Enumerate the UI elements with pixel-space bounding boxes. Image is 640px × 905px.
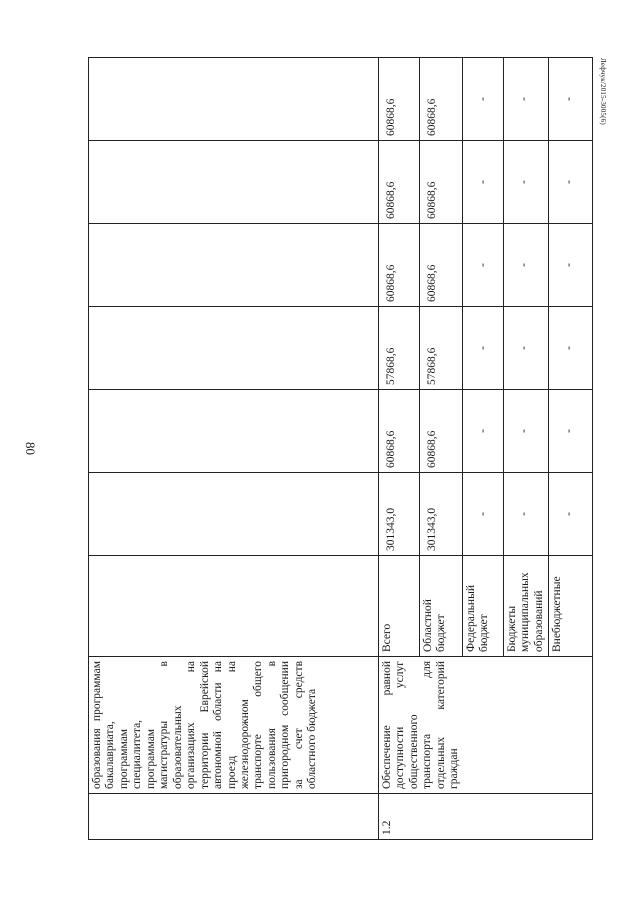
cell-value — [89, 390, 379, 473]
cell-value — [89, 141, 379, 224]
cell-value: - — [463, 224, 504, 307]
cell-source: Внебюджетные — [549, 556, 593, 657]
cell-value: - — [504, 224, 549, 307]
cell-value: - — [549, 390, 593, 473]
cell-value: 60868,6 — [420, 141, 463, 224]
cell-value: - — [549, 141, 593, 224]
cell-value: - — [504, 473, 549, 556]
cell-value — [89, 224, 379, 307]
cell-value: 57868,6 — [420, 307, 463, 390]
page-number: 80 — [23, 442, 38, 455]
cell-source: Федеральный бюджет — [463, 556, 504, 657]
cell-item-number: 1.2 — [379, 794, 593, 840]
cell-source: Областной бюджет — [420, 556, 463, 657]
cell-value: 60868,6 — [379, 390, 420, 473]
cell-source: Бюджеты муниципальных образований — [504, 556, 549, 657]
cell-item-name: Обеспечение равной доступности услуг общественного транспорта для отдельных категорий граждан — [379, 657, 593, 794]
cell-value: - — [549, 473, 593, 556]
cell-value: - — [463, 390, 504, 473]
cell-value: 301343,0 — [379, 473, 420, 556]
cell-value: 60868,6 — [420, 390, 463, 473]
rotated-table-wrapper — [88, 60, 590, 840]
cell-value — [89, 58, 379, 141]
cell-value: 60868,6 — [420, 224, 463, 307]
cell-value: - — [463, 473, 504, 556]
budget-table — [88, 57, 593, 840]
cell-value: - — [504, 141, 549, 224]
cell-value: 60868,6 — [379, 224, 420, 307]
cell-value: - — [549, 58, 593, 141]
cell-value: - — [504, 390, 549, 473]
cell-value: 57868,6 — [379, 307, 420, 390]
cell-value: 60868,6 — [379, 141, 420, 224]
cell-value — [89, 473, 379, 556]
table-row-continuation — [89, 58, 379, 840]
cell-value — [89, 307, 379, 390]
cell-value: 60868,6 — [379, 58, 420, 141]
cell-value: - — [463, 58, 504, 141]
cell-value: 301343,0 — [420, 473, 463, 556]
table-row-total — [379, 58, 420, 840]
cell-value: - — [504, 307, 549, 390]
cell-value: - — [463, 307, 504, 390]
cell-source: Всего — [379, 556, 420, 657]
cell-value: - — [504, 58, 549, 141]
cell-source — [89, 556, 379, 657]
cell-value: 60868,6 — [420, 58, 463, 141]
cell-measure-name: образования программам бакалавриата, программам специалитета, программам магистратуры в образовательных организациях на территории Еврейской автономной области на проезд на железнодорожном транспорте общего пользования в пригородном сообщении за счет средств областного бюджета — [89, 657, 379, 794]
cell-number — [89, 794, 379, 840]
cell-value: - — [549, 224, 593, 307]
document-code: Лефчук/2015-3005(6) — [599, 58, 607, 125]
cell-value: - — [549, 307, 593, 390]
cell-value: - — [463, 141, 504, 224]
